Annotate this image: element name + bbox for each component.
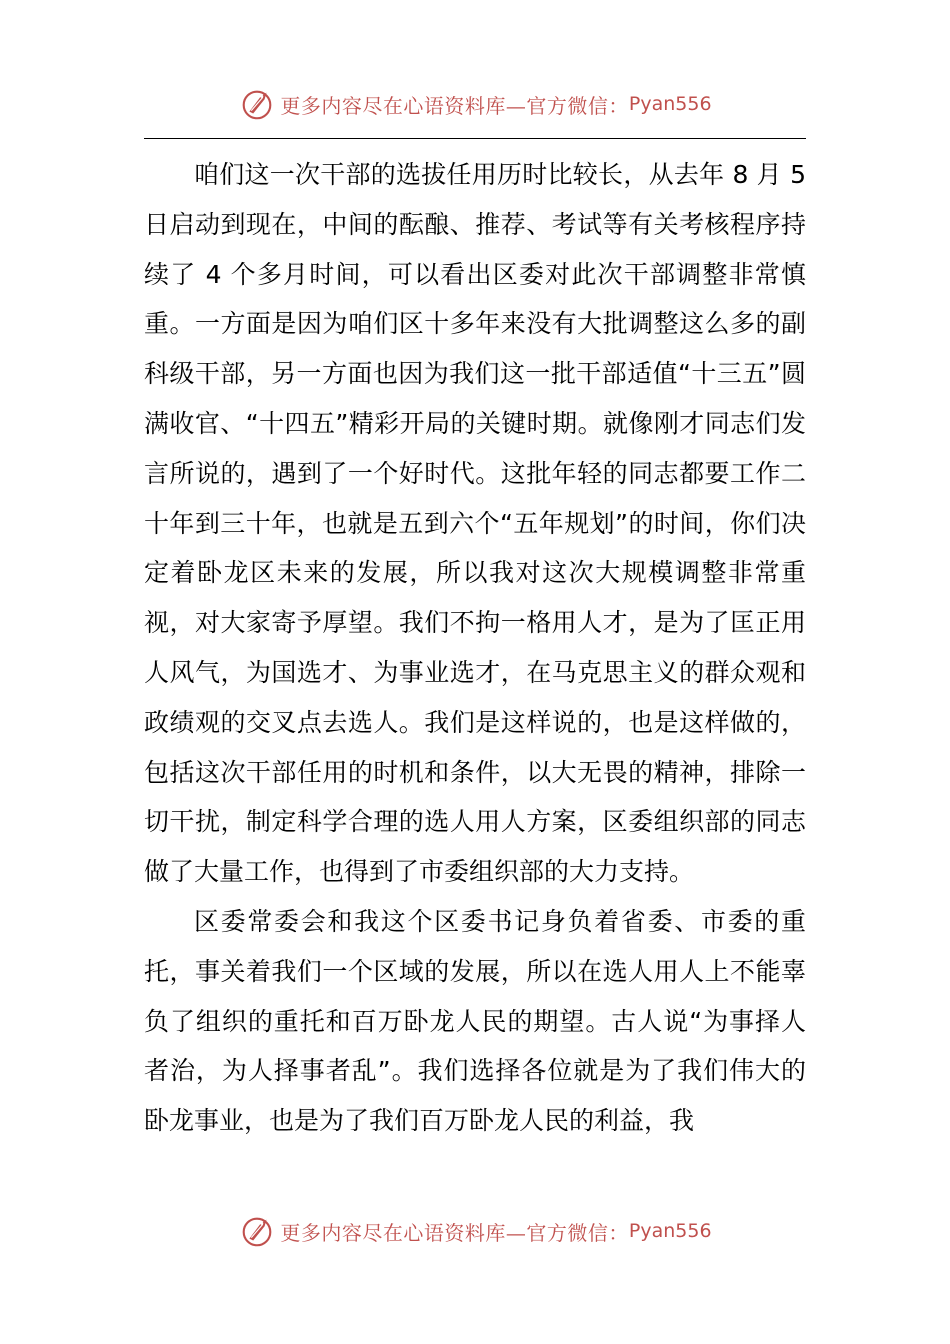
header-banner bbox=[0, 84, 950, 124]
header-divider bbox=[144, 138, 806, 139]
wechat-id: Pyan556 bbox=[628, 93, 712, 115]
banner-text: 更多内容尽在心语资料库—官方微信： bbox=[280, 93, 629, 118]
pen-nib-logo-icon bbox=[238, 1212, 276, 1250]
document-body bbox=[144, 150, 806, 1146]
body-paragraph: 咱们这一次干部的选拔任用历时比较长，从去年 8 月 5 日启动到现在，中间的酝酿、推荐、考试等有关考核程序持续了 4 个多月时间，可以看出区委对此次干部调整非常慎重。一方面是因为咱们区十多年来没有大批调整这么多的副科级干部，另一方面也因为我们这一批干部适值“十三五”圆满收官、“十四五”精彩开局的关键时期。就像刚才同志们发言所说的，遇到了一个好时代。这批年轻的同志都要工作二十年到三十年，也就是五到六个“五年规划”的时间，你们决定着卧龙区未来的发展，所以我对这次大规模调整非常重视，对大家寄予厚望。我们不拘一格用人才，是为了匡正用人风气，为国选才、为事业选才，在马克思主义的群众观和政绩观的交叉点去选人。我们是这样说的，也是这样做的，包括这次干部任用的时机和条件，以大无畏的精神，排除一切干扰，制定科学合理的选人用人方案，区委组织部的同志做了大量工作，也得到了市委组织部的大力支持。 bbox=[144, 160, 806, 887]
body-paragraph: 区委常委会和我这个区委书记身负着省委、市委的重托，事关着我们一个区域的发展，所以在选人用人上不能辜负了组织的重托和百万卧龙人民的期望。古人说“为事择人者治，为人择事者乱”。我们选择各位就是为了我们伟大的卧龙事业，也是为了我们百万卧龙人民的利益，我 bbox=[144, 906, 806, 1136]
wechat-id: Pyan556 bbox=[628, 1220, 712, 1242]
footer-banner bbox=[0, 1211, 950, 1251]
banner-text: 更多内容尽在心语资料库—官方微信： bbox=[280, 1220, 629, 1245]
pen-nib-logo-icon bbox=[238, 85, 276, 123]
